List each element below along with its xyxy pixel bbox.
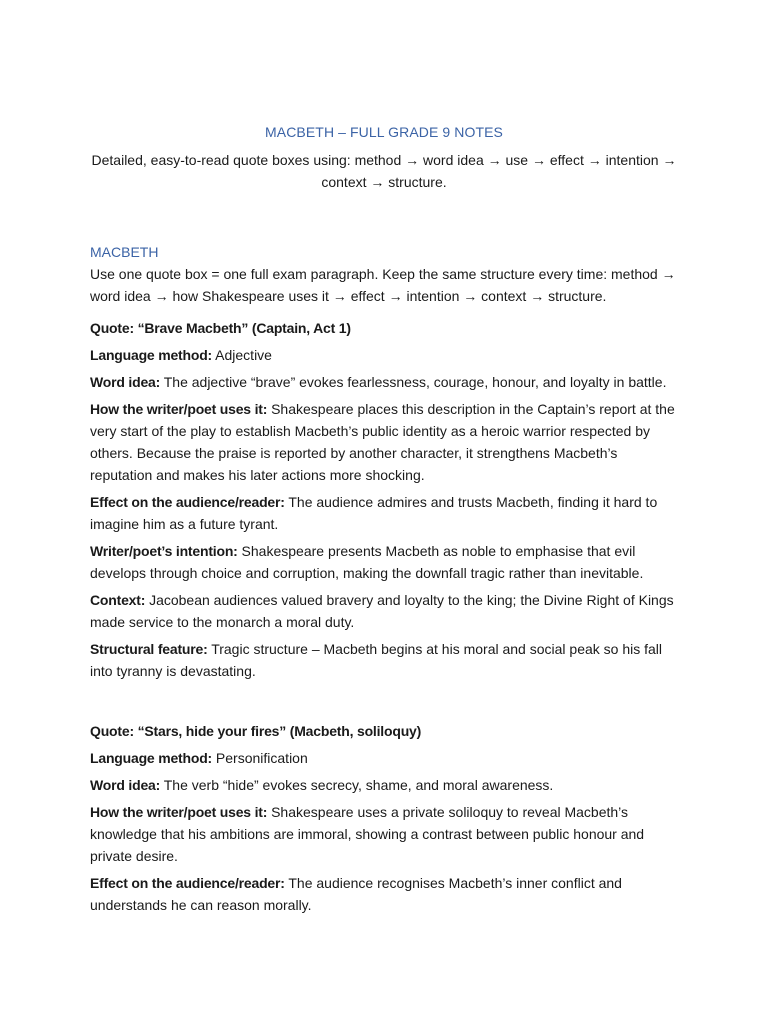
quote-title: Quote: “Stars, hide your fires” (Macbeth, soliloquy) bbox=[90, 723, 422, 739]
note-text: The audience recognises Macbeth’s inner conflict and understands he can reason morally. bbox=[90, 875, 622, 913]
note-intention bbox=[90, 540, 678, 584]
note-how-writer-uses-it bbox=[90, 398, 678, 486]
document-subtitle: Detailed, easy-to-read quote boxes using: method → word idea → use → effect → intention → context → structure. bbox=[91, 152, 677, 190]
note-label: Writer/poet’s intention: bbox=[90, 543, 238, 559]
note-language-method bbox=[90, 344, 678, 366]
quote-title: Quote: “Brave Macbeth” (Captain, Act 1) bbox=[90, 320, 351, 336]
note-structural-feature bbox=[90, 638, 678, 682]
quote-box-brave-macbeth bbox=[90, 317, 678, 682]
note-text: Shakespeare presents Macbeth as noble to emphasise that evil develops through choice and corruption, making the downfall tragic rather than inevitable. bbox=[90, 543, 644, 581]
note-label: Word idea: bbox=[90, 374, 161, 390]
note-text: The adjective “brave” evokes fearlessness, courage, honour, and loyalty in battle. bbox=[163, 374, 667, 390]
note-effect bbox=[90, 872, 678, 916]
note-label: How the writer/poet uses it: bbox=[90, 804, 268, 820]
note-label: How the writer/poet uses it: bbox=[90, 401, 268, 417]
note-text: Jacobean audiences valued bravery and loyalty to the king; the Divine Right of Kings made service to the monarch a moral duty. bbox=[90, 592, 674, 630]
note-label: Effect on the audience/reader: bbox=[90, 875, 285, 891]
note-text: Shakespeare places this description in the Captain’s report at the very start of the play to establish Macbeth’s public identity as a heroic warrior respected by others. Because the praise is reported by another character, it strengthens Macbeth’s reputation and makes his later actions more shocking. bbox=[90, 401, 675, 483]
note-label: Language method: bbox=[90, 750, 213, 766]
document-page bbox=[90, 121, 678, 916]
note-label: Word idea: bbox=[90, 777, 161, 793]
note-text: Personification bbox=[215, 750, 308, 766]
note-label: Structural feature: bbox=[90, 641, 208, 657]
section-intro: Use one quote box = one full exam paragraph. Keep the same structure every time: method → word idea → how Shakespeare uses it → effect → intention → context → structure. bbox=[90, 266, 676, 304]
note-text: Shakespeare uses a private soliloquy to reveal Macbeth’s knowledge that his ambitions are immoral, showing a contrast between public honour and private desire. bbox=[90, 804, 645, 864]
note-language-method bbox=[90, 747, 678, 769]
quote-box-stars-hide-your-fires bbox=[90, 720, 678, 916]
note-word-idea bbox=[90, 774, 678, 796]
section-heading: MACBETH bbox=[90, 244, 159, 260]
document-title: MACBETH – FULL GRADE 9 NOTES bbox=[265, 124, 503, 140]
note-text: The verb “hide” evokes secrecy, shame, and moral awareness. bbox=[163, 777, 554, 793]
note-label: Context: bbox=[90, 592, 146, 608]
note-context bbox=[90, 589, 678, 633]
note-text: Adjective bbox=[215, 347, 272, 363]
note-how-writer-uses-it bbox=[90, 801, 678, 867]
note-word-idea bbox=[90, 371, 678, 393]
note-label: Effect on the audience/reader: bbox=[90, 494, 285, 510]
note-effect bbox=[90, 491, 678, 535]
note-label: Language method: bbox=[90, 347, 213, 363]
note-text: The audience admires and trusts Macbeth, finding it hard to imagine him as a future tyrant. bbox=[90, 494, 658, 532]
note-text: Tragic structure – Macbeth begins at his moral and social peak so his fall into tyranny is devastating. bbox=[90, 641, 663, 679]
